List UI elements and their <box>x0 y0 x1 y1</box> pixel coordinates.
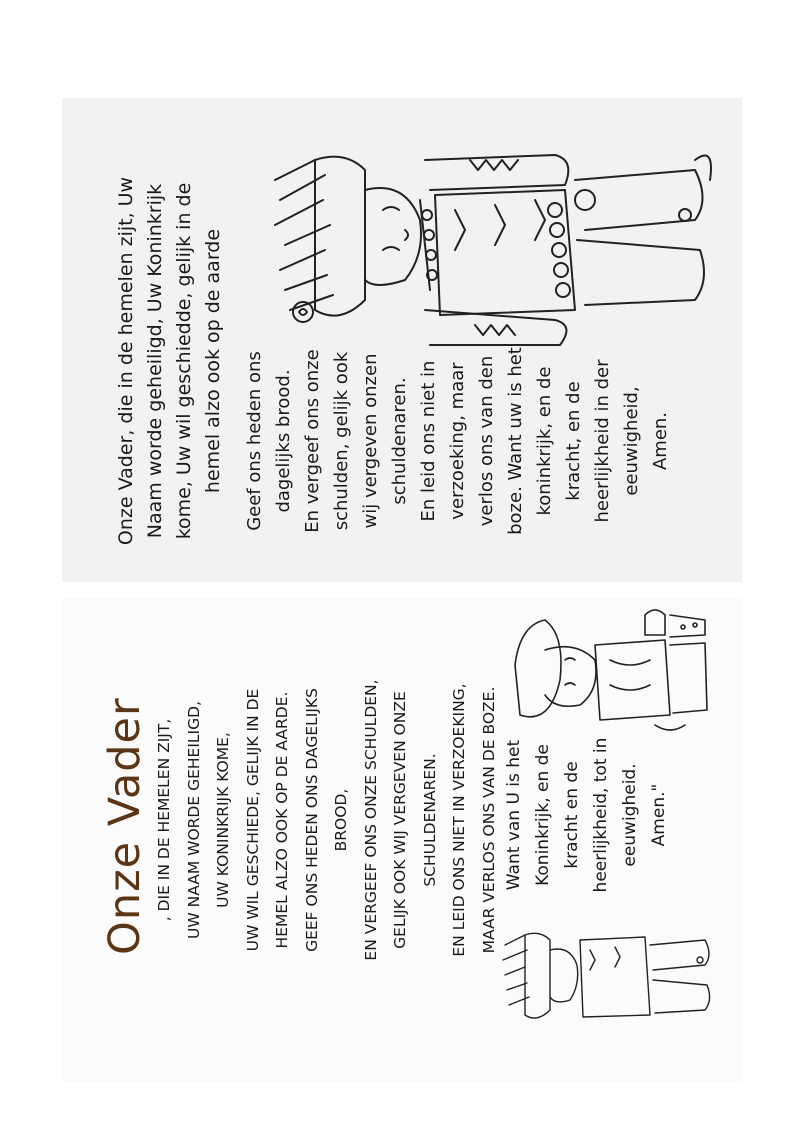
text-line: Amen. <box>650 411 671 471</box>
text-line: Koninkrijk, en de <box>533 744 553 886</box>
text-line: schulden, gelijk ook <box>331 351 352 531</box>
text-line: verzoeking, maar <box>447 362 468 520</box>
text-line: GEEF ONS HEDEN ONS DAGELIJKS <box>302 688 321 952</box>
text-line: verlos ons van den <box>476 355 497 527</box>
small-girl-with-flower-hair-drawing <box>495 925 720 1035</box>
text-line: BROOD, <box>332 788 350 852</box>
text-line: Naam worde geheiligd, Uw Koninkrijk <box>144 183 166 539</box>
text-line: dagelijks brood. <box>273 369 294 513</box>
page-title: Onze Vader <box>100 697 150 955</box>
text-line: Onze Vader, die in de hemelen zijt, Uw <box>115 176 137 546</box>
text-line: Amen." <box>649 783 669 847</box>
text-line: MAAR VERLOS ONS VAN DE BOZE. <box>479 686 498 954</box>
text-line: schuldenaren. <box>389 377 410 505</box>
text-line: eeuwigheid, <box>621 386 642 496</box>
girl-with-flower-hair-drawing <box>255 140 725 370</box>
text-line: En vergeef ons onze <box>302 349 323 533</box>
caps-prayer-text <box>150 620 504 1020</box>
text-line: boze. Want uw is het <box>505 347 526 535</box>
text-line: heerlijkheid in der <box>592 359 613 523</box>
text-line: SCHULDENAREN. <box>420 753 439 887</box>
text-line: UW WIL GESCHIEDE, GELIJK IN DE <box>243 688 262 952</box>
text-line: , DIE IN DE HEMELEN ZIJT, <box>155 718 173 922</box>
text-line: Geef ons heden ons <box>244 351 265 531</box>
text-line: GELIJK OOK WIJ VERGEVEN ONZE <box>391 691 409 949</box>
text-line: Want van U is het <box>504 739 524 891</box>
text-line: EN LEID ONS NIET IN VERZOEKING, <box>450 683 468 957</box>
text-line: koninkrijk, en de <box>534 366 555 516</box>
text-line: UW NAAM WORDE GEHEILIGD, <box>184 701 203 939</box>
text-line: En leid ons niet in <box>418 360 439 522</box>
text-line: UW KONINKRIJK KOME, <box>214 732 232 908</box>
text-line: kome, Uw wil geschiedde, gelijk in de <box>173 182 195 540</box>
text-line: wij vergeven onzen <box>360 353 381 529</box>
text-line: eeuwigheid. <box>620 763 640 867</box>
girl-with-hat-and-cactus-drawing <box>505 605 720 755</box>
text-line: hemel alzo ook op de aarde <box>202 228 224 494</box>
text-line: EN VERGEEF ONS ONZE SCHULDEN, <box>361 679 380 961</box>
text-line: heerlijkheid, tot in <box>591 737 611 893</box>
upper-prayer-text <box>112 166 228 556</box>
text-line: HEMEL ALZO OOK OP DE AARDE. <box>273 691 291 949</box>
text-line: kracht, en de <box>563 381 584 501</box>
text-line: kracht en de <box>562 761 582 869</box>
